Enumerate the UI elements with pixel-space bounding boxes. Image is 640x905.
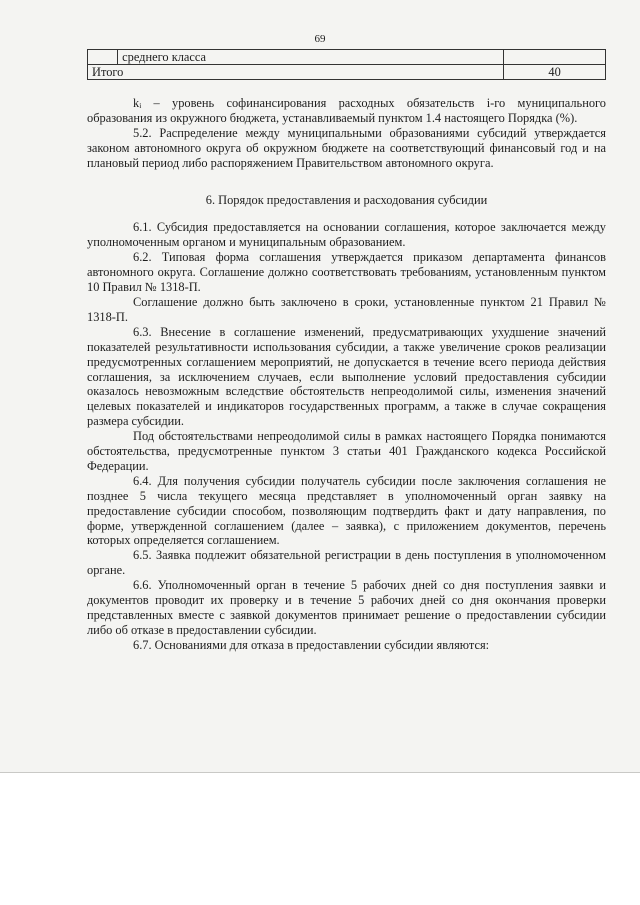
table-row xyxy=(88,50,606,65)
section-heading: 6. Порядок предоставления и расходования субсидии xyxy=(205,192,488,207)
paragraph-6-2: 6.2. Типовая форма соглашения утверждается приказом департамента финансов автономного округа. Соглашение должно соответствовать требованиям, установленным пунктом 10 Правил № 1318-П. xyxy=(87,250,606,295)
table-total-value: 40 xyxy=(504,65,606,80)
table-cell: среднего класса xyxy=(118,50,504,65)
paragraph-force-majeure: Под обстоятельствами непреодолимой силы в рамках настоящего Порядка понимаются обстоятельства, предусмотренные пунктом 3 статьи 401 Гражданского кодекса Российской Федерации. xyxy=(87,429,606,473)
paragraph-6-3: 6.3. Внесение в соглашение изменений, предусматривающих ухудшение значений показателей результативности использования субсидии, а также увеличение сроков реализации предусмотренных соглашением мероприятий, не допускается в течение всего периода действия соглашения, за исключением случаев, если выполнение условий предоставления субсидии оказалось невозможным вследствие обстоятельств непреодолимой силы, изменения значений целевых показателей и индикаторов государственных программ, а также в случае сокращения размера субсидии. xyxy=(87,324,606,429)
paragraph-6-2-term: Соглашение должно быть заключено в сроки, установленные пунктом 21 Правил № 1318-П. xyxy=(87,294,606,324)
paragraph-6-6: 6.6. Уполномоченный орган в течение 5 рабочих дней со дня поступления заявки и документов проводит их проверку и в течение 5 рабочих дней со дня окончания проверки представленных вместе с заявкой документов принимает решение о предоставлении субсидии либо об отказе в предоставлении субсидии. xyxy=(87,578,606,637)
paragraph-6-1: 6.1. Субсидия предоставляется на основании соглашения, которое заключается между уполномоченным органом и муниципальным образованием. xyxy=(87,220,606,250)
table-total-label: Итого xyxy=(88,65,504,80)
paragraph-6-5: 6.5. Заявка подлежит обязательной регистрации в день поступления в уполномоченном органе. xyxy=(87,548,606,578)
paragraph-coefficient: kᵢ – уровень софинансирования расходных обязательств i-го муниципального образования из окружного бюджета, устанавливаемый пунктом 1.4 настоящего Порядка (%). xyxy=(87,96,606,125)
table-cell xyxy=(88,50,118,65)
paragraph-5-2: 5.2. Распределение между муниципальными образованиями субсидий утверждается законом автономного округа об окружном бюджете на соответствующий финансовый год и на плановый период либо распоряжением Правительством автономного округа. xyxy=(87,125,606,170)
table-cell xyxy=(504,50,606,65)
paragraph-6-7: 6.7. Основаниями для отказа в предоставлении субсидии являются: xyxy=(133,637,490,652)
distribution-table xyxy=(87,49,606,80)
page-number: 69 xyxy=(314,33,326,45)
paragraph-6-4: 6.4. Для получения субсидии получатель субсидии после заключения соглашения не позднее 5 числа текущего месяца представляет в уполномоченный орган заявку на предоставление субсидии способом, позволяющим подтвердить факт и дату направления, по форме, утвержденной соглашением (далее – заявка), с приложением документов, перечень которых определяется соглашением. xyxy=(87,473,606,548)
table-row-total xyxy=(88,65,606,80)
document-body xyxy=(87,96,606,653)
